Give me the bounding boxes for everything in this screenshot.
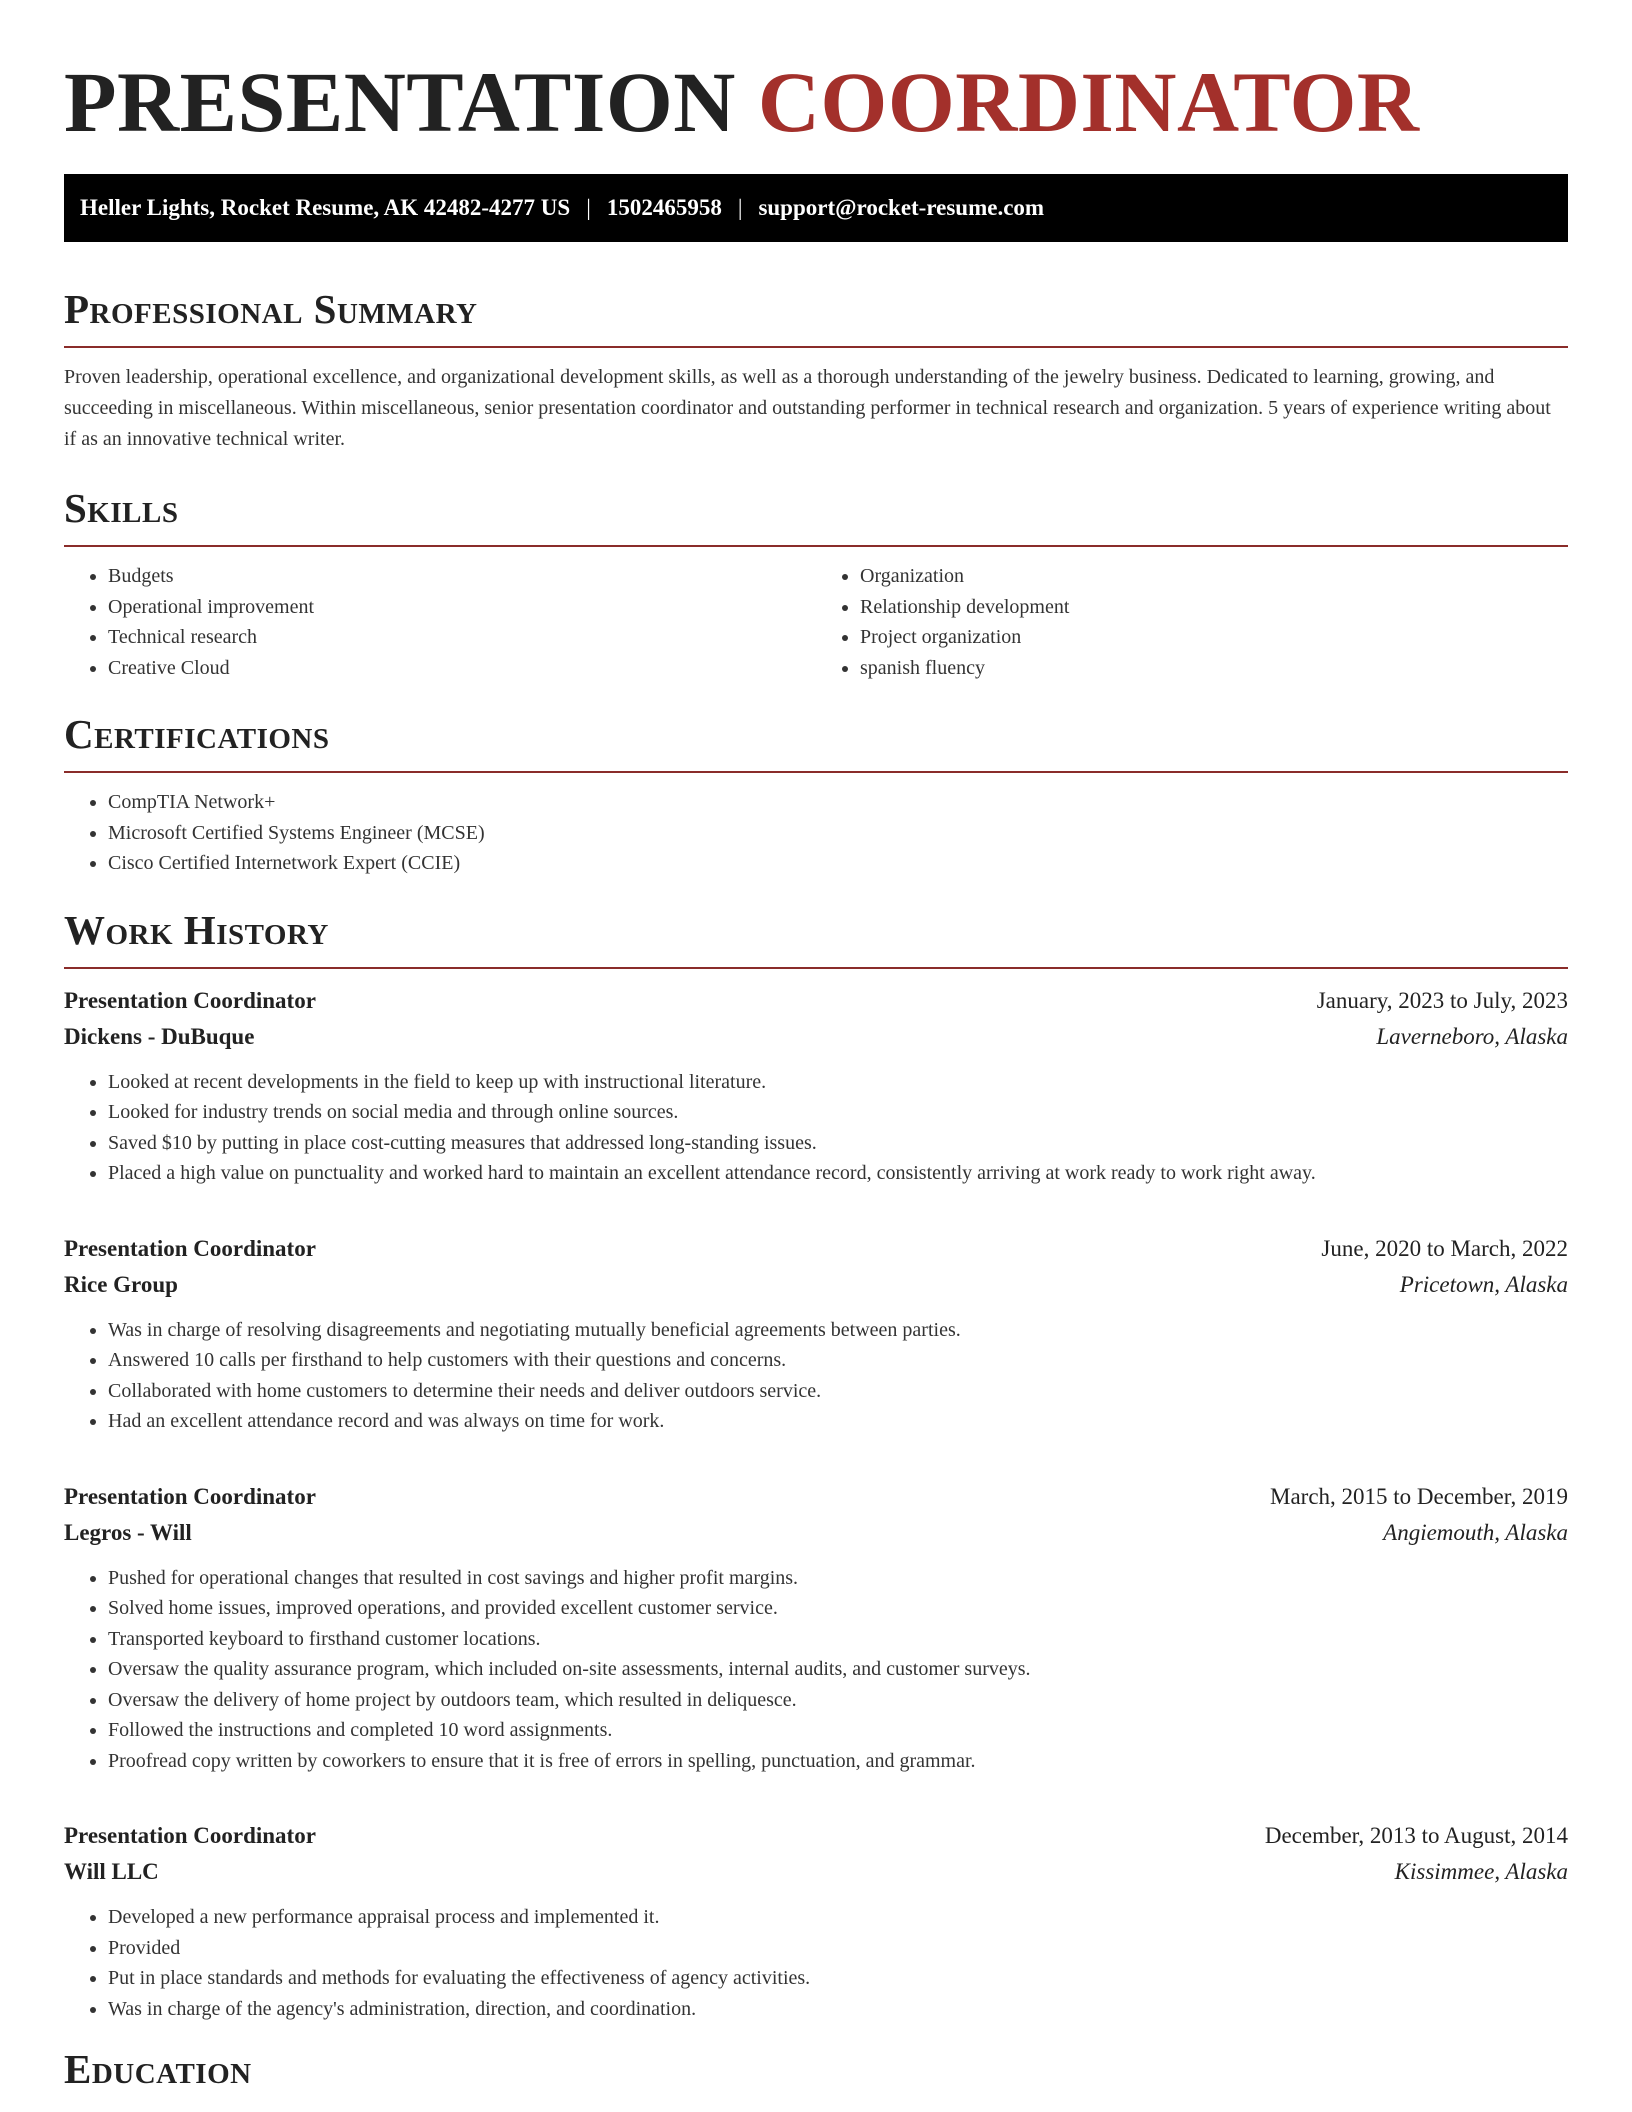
certification-item: • CompTIA Network+: [108, 787, 1568, 818]
summary-heading: Professional Summary: [64, 286, 478, 332]
job-company: Legros - Will: [64, 1519, 192, 1545]
job-title: Presentation Coordinator: [64, 987, 316, 1013]
job-bullets: [64, 1315, 1568, 1437]
section-divider: [64, 545, 1568, 547]
skills-columns: [64, 561, 1568, 683]
skill-item: • Relationship development: [860, 592, 1568, 623]
education-section: [64, 2044, 1568, 2094]
summary-section: [64, 284, 1568, 455]
job-company: Will LLC: [64, 1859, 159, 1884]
job-bullet: • Was in charge of resolving disagreements and negotiating mutually beneficial agreements between parties.: [108, 1315, 1568, 1346]
page-title: [64, 52, 1568, 152]
education-heading: Education: [64, 2046, 252, 2092]
job-bullet: • Saved $10 by putting in place cost-cutting measures that addressed long-standing issues.: [108, 1128, 1568, 1159]
job-bullet: • Was in charge of the agency's administration, direction, and coordination.: [108, 1994, 1568, 2025]
certifications-section: [64, 709, 1568, 879]
summary-text: Proven leadership, operational excellence, and organizational development skills, as well as a thorough understanding of the jewelry business. Dedicated to learning, growing, and succeeding in miscellaneous. Within miscellaneous, senior presentation coordinator and outstanding performer in technical research and organization. 5 years of experience writing about if as an innovative technical writer.: [64, 366, 1551, 450]
skills-section: [64, 483, 1568, 683]
job-dates: January, 2023 to July, 2023: [1316, 987, 1568, 1013]
skill-item: • Creative Cloud: [108, 653, 816, 684]
job-location: Pricetown, Alaska: [1399, 1271, 1568, 1297]
title-first-word: PRESENTATION: [64, 54, 736, 150]
job-bullets: [64, 1563, 1568, 1777]
job-entry: [64, 1479, 1568, 1777]
job-title: Presentation Coordinator: [64, 1235, 316, 1261]
job-bullet: • Oversaw the delivery of home project by outdoors team, which resulted in deliquesce.: [108, 1685, 1568, 1716]
job-bullet: • Oversaw the quality assurance program, which included on-site assessments, internal audits, and customer surveys.: [108, 1654, 1568, 1685]
job-dates: December, 2013 to August, 2014: [1264, 1823, 1568, 1848]
contact-separator: |: [737, 195, 743, 220]
job-bullets: [64, 1902, 1568, 2024]
section-divider: [64, 771, 1568, 773]
job-company-row: [64, 1515, 1568, 1551]
job-header-row: [64, 983, 1568, 1019]
job-location: Kissimmee, Alaska: [1394, 1859, 1568, 1884]
job-company: Dickens - DuBuque: [64, 1023, 255, 1049]
skill-item: • Budgets: [108, 561, 816, 592]
title-second-word: COORDINATOR: [757, 54, 1420, 150]
job-bullet: • Pushed for operational changes that resulted in cost savings and higher profit margins.: [108, 1563, 1568, 1594]
job-bullet: • Provided: [108, 1933, 1568, 1964]
skill-item: • spanish fluency: [860, 653, 1568, 684]
skill-item: • Project organization: [860, 622, 1568, 653]
job-bullet: • Looked at recent developments in the field to keep up with instructional literature.: [108, 1067, 1568, 1098]
job-company-row: [64, 1854, 1568, 1890]
job-bullet: • Solved home issues, improved operations, and provided excellent customer service.: [108, 1593, 1568, 1624]
job-bullet: • Developed a new performance appraisal process and implemented it.: [108, 1902, 1568, 1933]
job-bullets: [64, 1067, 1568, 1189]
skills-heading: Skills: [64, 485, 179, 531]
job-header-row: [64, 1818, 1568, 1854]
skills-list-right: [816, 561, 1568, 683]
job-bullet: • Looked for industry trends on social media and through online sources.: [108, 1097, 1568, 1128]
skill-item: • Technical research: [108, 622, 816, 653]
job-location: Angiemouth, Alaska: [1383, 1519, 1568, 1545]
section-divider: [64, 967, 1568, 969]
contact-email: support@rocket-resume.com: [758, 195, 1045, 220]
job-title: Presentation Coordinator: [64, 1483, 316, 1509]
section-divider: [64, 346, 1568, 348]
job-entry: [64, 1231, 1568, 1437]
job-bullet: • Collaborated with home customers to determine their needs and deliver outdoors service.: [108, 1376, 1568, 1407]
work-history-heading: Work History: [64, 906, 329, 953]
contact-bar: [64, 174, 1568, 242]
job-bullet: • Followed the instructions and completed 10 word assignments.: [108, 1715, 1568, 1746]
job-header-row: [64, 1479, 1568, 1515]
skill-item: • Operational improvement: [108, 592, 816, 623]
skill-item: • Organization: [860, 561, 1568, 592]
job-company-row: [64, 1267, 1568, 1303]
job-entry: [64, 1818, 1568, 2024]
job-dates: June, 2020 to March, 2022: [1321, 1235, 1568, 1261]
contact-phone: 1502465958: [606, 195, 722, 220]
job-title: Presentation Coordinator: [64, 1823, 316, 1848]
contact-separator: |: [586, 195, 591, 220]
job-bullet: • Proofread copy written by coworkers to ensure that it is free of errors in spelling, punctuation, and grammar.: [108, 1746, 1568, 1777]
job-dates: March, 2015 to December, 2019: [1270, 1483, 1568, 1509]
certification-item: • Microsoft Certified Systems Engineer (MCSE): [108, 818, 1568, 849]
job-entry: [64, 983, 1568, 1189]
skills-list-left: [64, 561, 816, 683]
job-bullet: • Had an excellent attendance record and was always on time for work.: [108, 1406, 1568, 1437]
job-header-row: [64, 1231, 1568, 1267]
job-bullet: • Put in place standards and methods for evaluating the effectiveness of agency activities.: [108, 1963, 1568, 1994]
job-bullet: • Answered 10 calls per firsthand to help customers with their questions and concerns.: [108, 1345, 1568, 1376]
job-company-row: [64, 1019, 1568, 1055]
contact-address: Heller Lights, Rocket Resume, AK 42482-4277 US: [80, 195, 571, 220]
job-bullet: • Placed a high value on punctuality and worked hard to maintain an excellent attendance record, consistently arriving at work ready to work right away.: [108, 1158, 1568, 1189]
job-location: Laverneboro, Alaska: [1376, 1023, 1568, 1049]
job-company: Rice Group: [64, 1271, 178, 1297]
work-history-section: [64, 905, 1568, 2025]
certifications-heading: Certifications: [64, 711, 330, 757]
certifications-list: [64, 787, 1568, 879]
certification-item: • Cisco Certified Internetwork Expert (CCIE): [108, 848, 1568, 879]
job-bullet: • Transported keyboard to firsthand customer locations.: [108, 1624, 1568, 1655]
